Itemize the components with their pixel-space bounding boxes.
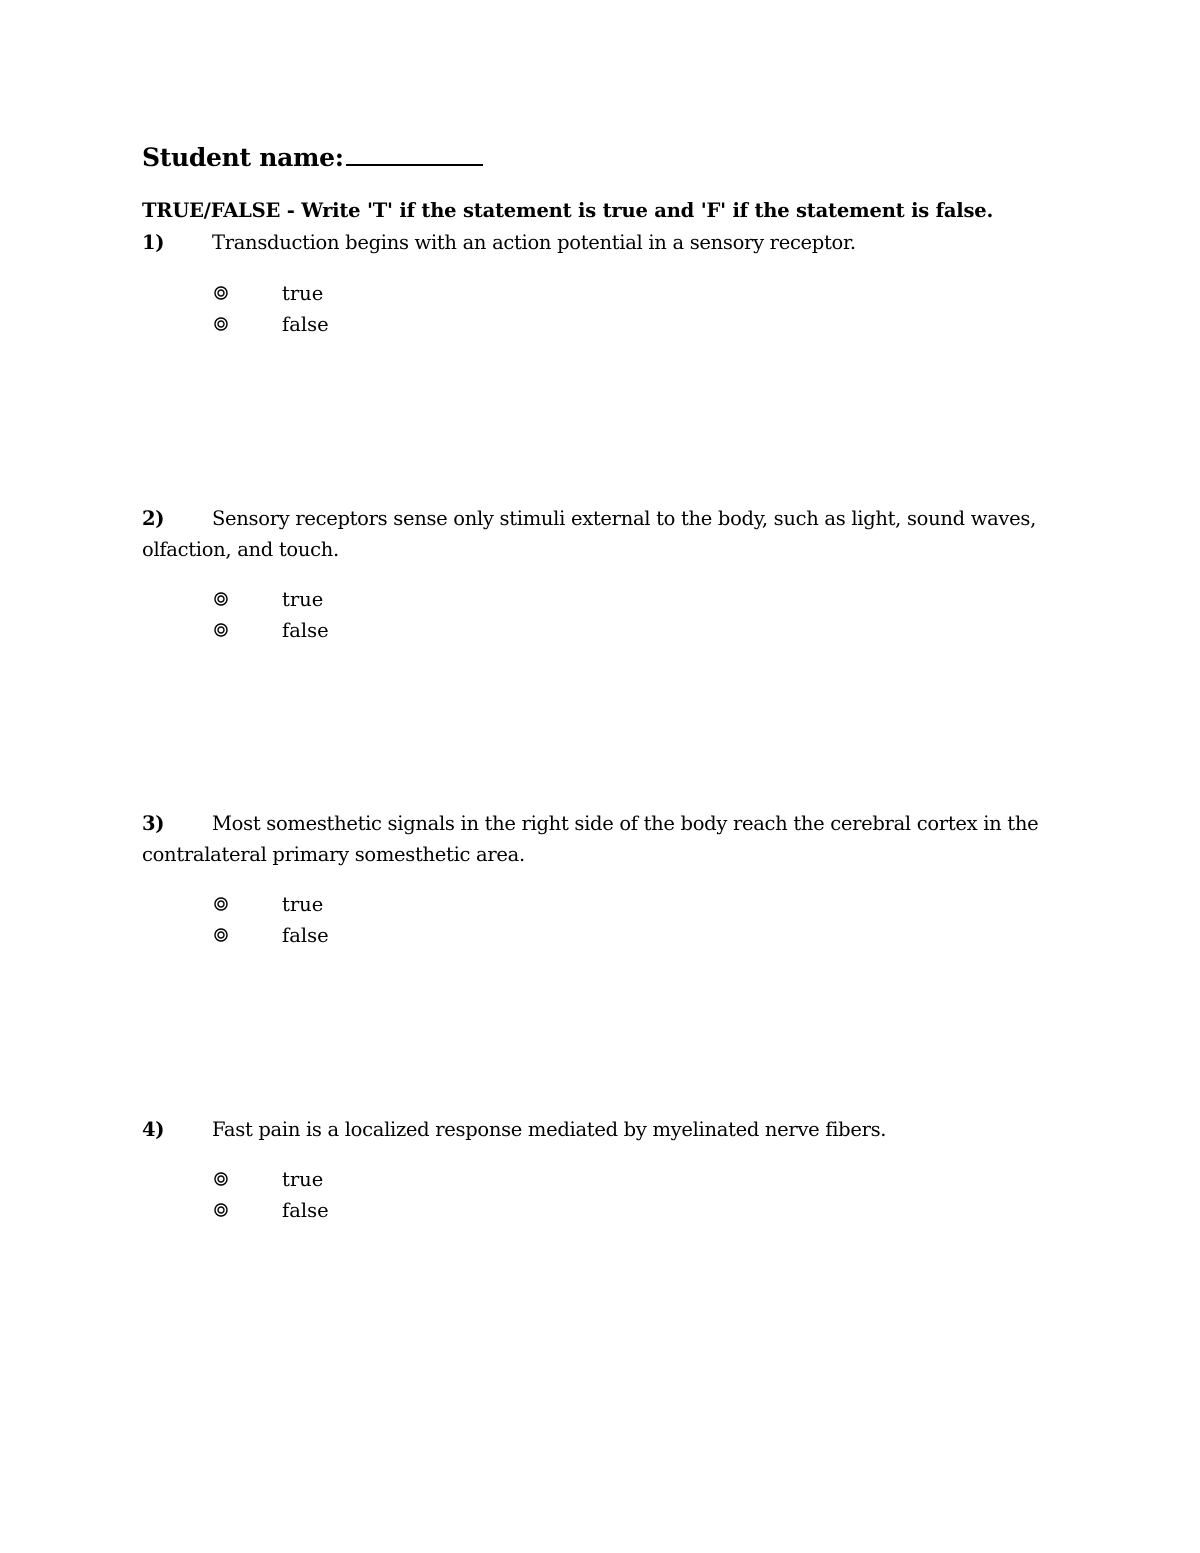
question-text: Transduction begins with an action potential in a sensory receptor. — [212, 231, 856, 254]
question-text: Most somesthetic signals in the right side of the body reach the cerebral cortex in the contralateral primary somesthetic area. — [142, 812, 1039, 866]
radio-circle-icon[interactable] — [214, 1203, 228, 1217]
student-name-line — [142, 142, 483, 172]
question-text: Fast pain is a localized response mediated by myelinated nerve fibers. — [212, 1118, 887, 1141]
option-label: true — [282, 1168, 324, 1191]
question-1 — [142, 227, 1042, 258]
question-number: 4) — [142, 1118, 165, 1141]
radio-circle-icon[interactable] — [214, 897, 228, 911]
option-label: true — [282, 893, 324, 916]
radio-circle-icon[interactable] — [214, 1172, 228, 1186]
option-label: true — [282, 282, 324, 305]
radio-circle-icon[interactable] — [214, 317, 228, 331]
question-number: 3) — [142, 812, 165, 835]
option-label: true — [282, 588, 324, 611]
question-2 — [142, 503, 1042, 565]
option-label: false — [282, 619, 329, 642]
student-name-label: Student name: — [142, 143, 344, 172]
option-label: false — [282, 1199, 329, 1222]
student-name-blank[interactable] — [346, 142, 483, 166]
radio-circle-icon[interactable] — [214, 623, 228, 637]
radio-circle-icon[interactable] — [214, 928, 228, 942]
radio-circle-icon[interactable] — [214, 286, 228, 300]
option-label: false — [282, 924, 329, 947]
option-label: false — [282, 313, 329, 336]
question-number: 1) — [142, 231, 165, 254]
question-text: Sensory receptors sense only stimuli external to the body, such as light, sound waves, olfaction, and touch. — [142, 507, 1036, 561]
radio-circle-icon[interactable] — [214, 592, 228, 606]
question-number: 2) — [142, 507, 165, 530]
question-4 — [142, 1114, 1042, 1145]
instructions: TRUE/FALSE - Write 'T' if the statement is true and 'F' if the statement is false. — [142, 199, 994, 222]
question-3 — [142, 808, 1042, 870]
